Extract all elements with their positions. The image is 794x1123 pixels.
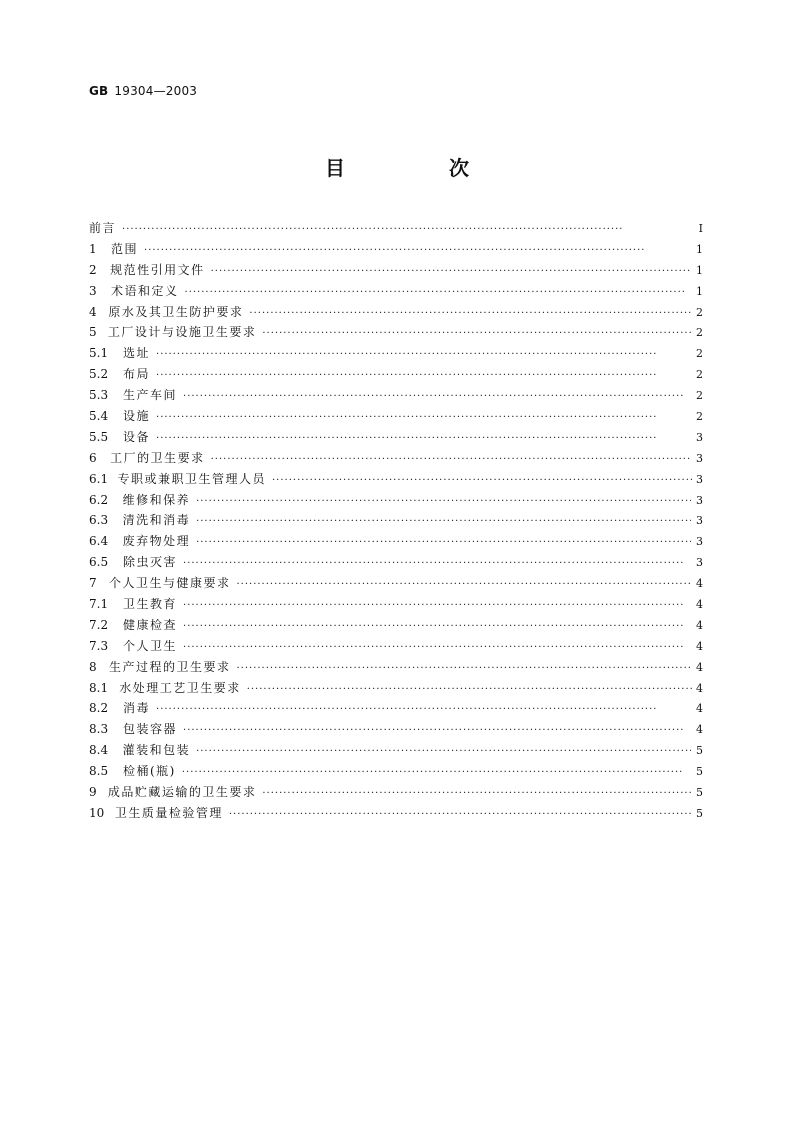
toc-entry[interactable] [89,761,703,782]
toc-entry-number: 4 [89,304,97,319]
toc-entry-title: 卫生教育 [123,597,178,612]
toc-leader-dots [262,784,692,805]
table-of-contents [89,218,703,824]
toc-leader-dots [156,345,691,366]
toc-entry-number: 8.1 [89,680,109,695]
toc-entry[interactable] [89,469,703,490]
toc-entry-title: 范围 [111,241,139,256]
toc-entry-page: 2 [696,368,703,382]
page-title: 目 次 [325,156,511,180]
toc-entry-number: 6.1 [89,471,109,486]
toc-leader-dots [156,429,691,450]
toc-entry[interactable] [89,343,703,364]
toc-leader-dots [196,533,691,554]
toc-entry-title: 成品贮藏运输的卫生要求 [107,785,257,800]
toc-entry-title: 健康检查 [123,617,178,632]
toc-entry-number: 10 [89,805,105,820]
toc-leader-dots [183,554,691,575]
toc-leader-dots [211,450,692,471]
toc-entry-number: 7.1 [89,597,109,612]
toc-entry-title: 设施 [123,409,151,424]
toc-entry-title: 消毒 [123,701,151,716]
toc-leader-dots [156,700,691,721]
toc-entry[interactable] [89,740,703,761]
standard-prefix: GB [89,84,109,98]
toc-entry[interactable] [89,678,703,699]
toc-entry-title: 灌装和包装 [122,743,191,758]
toc-entry-title: 水处理工艺卫生要求 [119,680,241,695]
toc-entry-number: 5.4 [89,409,109,424]
toc-entry-number: 5.5 [89,429,109,444]
toc-entry[interactable] [89,594,703,615]
toc-entry-title: 清洗和消毒 [122,513,191,528]
toc-leader-dots [229,805,692,826]
toc-entry-page: 5 [696,806,703,820]
toc-entry-page: 3 [696,556,703,570]
toc-leader-dots [183,721,691,742]
toc-leader-dots [156,408,691,429]
toc-entry-number: 6.2 [89,492,109,507]
toc-entry-title: 原水及其卫生防护要求 [108,304,244,319]
toc-entry-number: 5 [89,325,97,340]
toc-entry-page: 5 [696,786,703,800]
toc-entry[interactable] [89,552,703,573]
toc-entry[interactable] [89,657,703,678]
toc-entry-page: 4 [696,639,703,653]
standard-number: 19304—2003 [114,84,198,98]
toc-leader-dots [156,366,691,387]
toc-entry-title: 个人卫生 [123,638,178,653]
toc-entry-page: 1 [696,242,703,256]
toc-entry-title: 卫生质量检验管理 [114,805,223,820]
toc-entry-page: 5 [696,765,703,779]
toc-entry-page: 3 [695,493,703,507]
toc-leader-dots [182,763,691,784]
toc-entry[interactable] [89,510,703,531]
toc-entry-page: 1 [696,263,703,277]
toc-entry-page: 3 [696,430,703,444]
toc-entry[interactable] [89,322,703,343]
toc-entry-title: 检桶(瓶) [123,764,176,779]
toc-entry-number: 8.5 [89,764,109,779]
toc-entry-title: 生产车间 [123,388,178,403]
toc-leader-dots [262,324,692,345]
toc-leader-dots [211,262,692,283]
toc-leader-dots [196,492,691,513]
toc-entry-page: 2 [696,410,703,424]
toc-leader-dots [249,304,692,325]
toc-entry[interactable] [89,698,703,719]
toc-entry-title: 维修和保养 [122,492,191,507]
toc-entry-title: 规范性引用文件 [110,262,205,277]
toc-entry[interactable] [89,782,703,803]
toc-entry-title: 术语和定义 [111,283,179,298]
toc-entry-title: 个人卫生与健康要求 [108,576,231,591]
toc-entry[interactable] [89,260,703,281]
toc-entry[interactable] [89,239,703,260]
toc-entry[interactable] [89,615,703,636]
toc-entry-page: 5 [695,744,703,758]
toc-entry-page: 4 [696,577,703,591]
toc-entry-page: 3 [696,451,703,465]
toc-leader-dots [183,387,691,408]
toc-entry-title: 除虫灭害 [123,555,178,570]
toc-leader-dots [144,241,691,262]
toc-entry-page: 4 [696,618,703,632]
toc-entry-page: I [698,222,703,235]
toc-entry-page: 3 [696,472,703,486]
toc-entry-page: 2 [696,389,703,403]
standard-code [89,84,197,98]
toc-entry-page: 1 [696,284,703,298]
toc-leader-dots [122,220,691,241]
toc-entry-number: 6 [89,450,97,465]
toc-entry-number: 3 [89,283,97,298]
toc-entry[interactable] [89,636,703,657]
toc-entry[interactable] [89,281,703,302]
toc-entry-title: 专职或兼职卫生管理人员 [117,471,266,486]
toc-entry[interactable] [89,803,703,824]
toc-entry-page: 4 [696,723,703,737]
toc-entry-title: 工厂设计与设施卫生要求 [107,325,257,340]
toc-leader-dots [183,596,691,617]
toc-leader-dots [183,638,691,659]
toc-entry[interactable] [89,719,703,740]
toc-entry-number: 2 [89,262,97,277]
toc-leader-dots [236,575,691,596]
toc-entry-number: 8.3 [89,722,109,737]
toc-entry-title: 选址 [123,346,151,361]
toc-entry-page: 4 [696,681,704,695]
toc-entry[interactable] [89,531,703,552]
toc-entry-title: 包装容器 [123,722,178,737]
toc-entry-number: 6.4 [89,534,109,549]
toc-entry-number: 6.3 [89,513,109,528]
toc-entry-page: 3 [695,514,703,528]
toc-entry[interactable] [89,406,703,427]
toc-leader-dots [247,680,692,701]
toc-entry-number: 5.3 [89,388,109,403]
toc-entry-title: 生产过程的卫生要求 [108,659,231,674]
toc-entry-number: 7.3 [89,638,109,653]
toc-leader-dots [185,283,691,304]
toc-entry-title: 前言 [89,221,117,235]
toc-entry-number: 5.2 [89,367,109,382]
toc-entry-number: 6.5 [89,555,109,570]
toc-entry[interactable] [89,302,703,323]
toc-entry[interactable] [89,427,703,448]
toc-leader-dots [236,659,691,680]
toc-entry-page: 2 [696,347,703,361]
toc-entry-number: 7.2 [89,617,109,632]
toc-entry[interactable] [89,218,703,239]
toc-entry-page: 4 [696,598,703,612]
toc-entry[interactable] [89,448,703,469]
toc-entry-number: 8.2 [89,701,109,716]
toc-entry-title: 设备 [123,429,151,444]
toc-entry-number: 7 [89,576,97,591]
toc-entry[interactable] [89,490,703,511]
toc-entry-page: 3 [695,535,703,549]
toc-entry-number: 8.4 [89,743,109,758]
toc-entry-page: 2 [696,326,703,340]
toc-entry-page: 2 [696,305,703,319]
toc-entry[interactable] [89,385,703,406]
toc-leader-dots [196,742,691,763]
toc-entry-page: 4 [696,660,703,674]
toc-leader-dots [196,512,691,533]
toc-entry-page: 4 [696,702,703,716]
toc-entry-number: 1 [89,241,97,256]
toc-entry-number: 9 [89,785,97,800]
toc-entry-number: 8 [89,659,97,674]
toc-entry-title: 废弃物处理 [122,534,191,549]
toc-leader-dots [183,617,691,638]
toc-entry[interactable] [89,573,703,594]
toc-leader-dots [272,471,692,492]
toc-entry[interactable] [89,364,703,385]
toc-entry-title: 工厂的卫生要求 [110,450,205,465]
toc-entry-title: 布局 [123,367,151,382]
toc-entry-number: 5.1 [89,346,109,361]
